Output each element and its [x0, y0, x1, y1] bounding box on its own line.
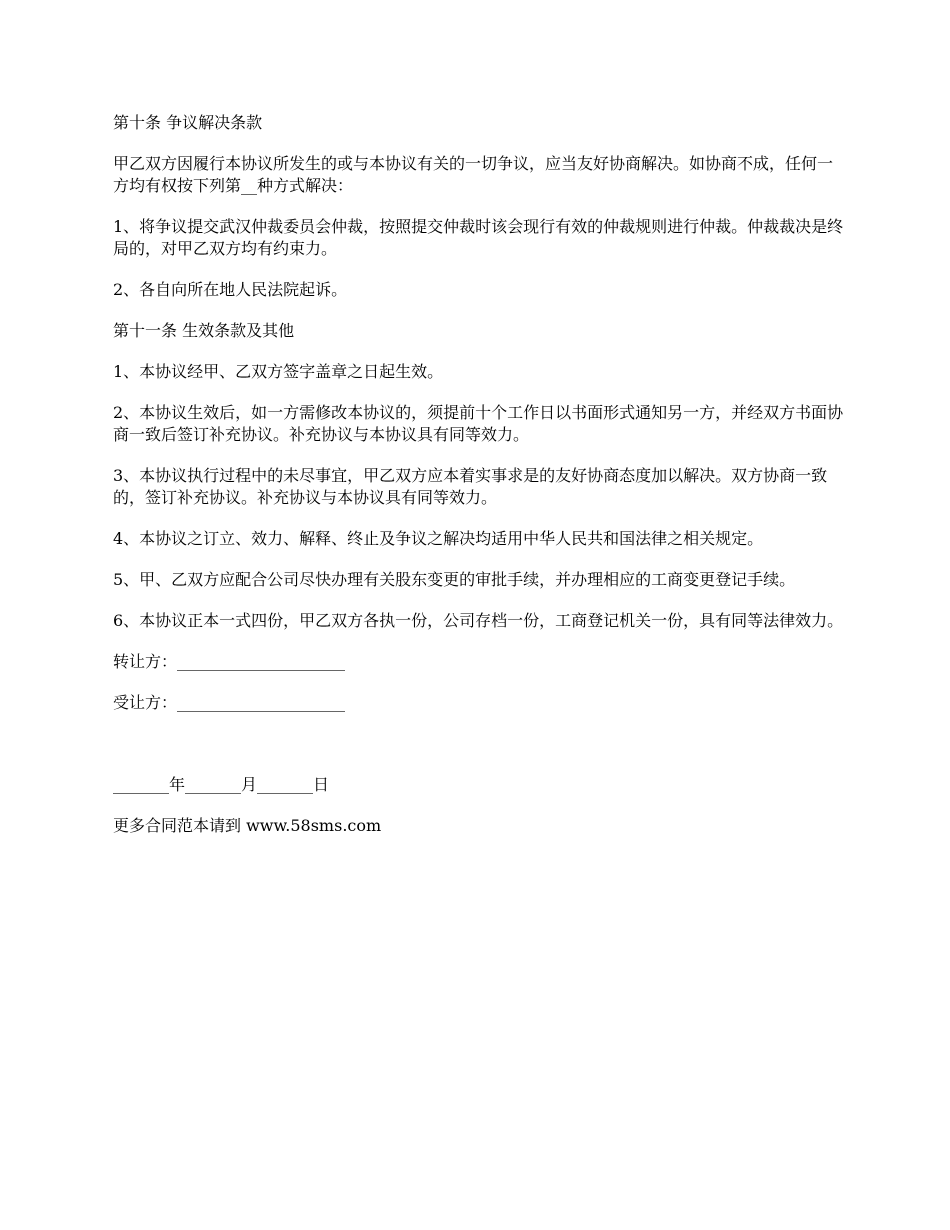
transferor-signature-line: 转让方：_____________________: [113, 652, 346, 671]
effect-clause-2-paragraph: 2、本协议生效后，如一方需修改本协议的，须提前十个工作日以书面形式通知另一方，并经双方书面协商一致后签订补充协议。补充协议与本协议具有同等效力。: [113, 403, 844, 444]
dispute-option-2-paragraph: 2、各自向所在地人民法院起诉。: [113, 280, 348, 299]
article-10-heading: 第十条 争议解决条款: [113, 113, 263, 132]
signing-date-line: _______年_______月_______日: [113, 775, 330, 794]
dispute-intro-paragraph: 甲乙双方因履行本协议所发生的或与本协议有关的一切争议，应当友好协商解决。如协商不成，任何一方均有权按下列第__种方式解决：: [113, 154, 834, 195]
effect-clause-4-paragraph: 4、本协议之订立、效力、解释、终止及争议之解决均适用中华人民共和国法律之相关规定。: [113, 529, 764, 548]
transferee-signature-line: 受让方：_____________________: [113, 693, 346, 712]
footer-note: 更多合同范本请到 www.58sms.com: [113, 816, 382, 835]
article-11-heading: 第十一条 生效条款及其他: [113, 321, 295, 340]
effect-clause-1-paragraph: 1、本协议经甲、乙双方签字盖章之日起生效。: [113, 362, 444, 381]
dispute-option-1-paragraph: 1、将争议提交武汉仲裁委员会仲裁，按照提交仲裁时该会现行有效的仲裁规则进行仲裁。仲裁裁决是终局的，对甲乙双方均有约束力。: [113, 217, 844, 258]
document-page: [113, 112, 848, 856]
spacer: [113, 733, 848, 774]
effect-clause-6-paragraph: 6、本协议正本一式四份，甲乙双方各执一份，公司存档一份，工商登记机关一份，具有同等法律效力。: [113, 611, 844, 630]
effect-clause-3-paragraph: 3、本协议执行过程中的未尽事宜，甲乙双方应本着实事求是的友好协商态度加以解决。双方协商一致的，签订补充协议。补充协议与本协议具有同等效力。: [113, 466, 828, 507]
effect-clause-5-paragraph: 5、甲、乙双方应配合公司尽快办理有关股东变更的审批手续，并办理相应的工商变更登记手续。: [113, 570, 796, 589]
